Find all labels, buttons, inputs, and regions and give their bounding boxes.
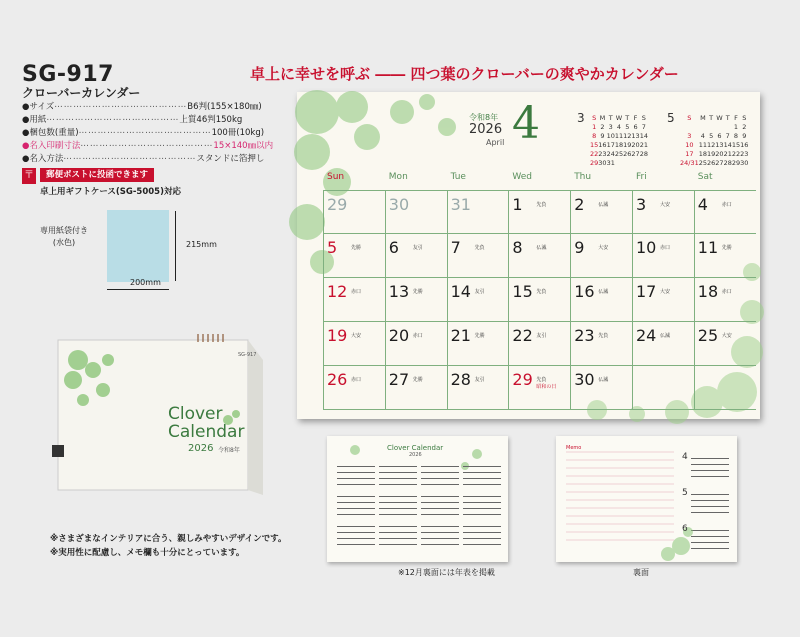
mini-day: 17: [685, 150, 694, 158]
day-cell: [447, 234, 509, 278]
spec-row: [22, 139, 274, 151]
mini-day: 25: [614, 150, 624, 158]
bag-label-line1: 専用紙袋付き: [40, 226, 88, 235]
note-1: ※さまざまなインテリアに合う、親しみやすいデザインです。: [50, 534, 287, 544]
day-cell: [508, 322, 570, 366]
day-number: 13: [388, 282, 410, 301]
day-number: 29: [327, 195, 348, 214]
spec-value: B6判(155×180㎜): [187, 102, 262, 112]
bag-label-line2: (水色): [52, 238, 76, 247]
mini-weekday: S: [641, 114, 646, 122]
desk-era: 令和8年: [218, 447, 240, 454]
day-number: 25: [697, 326, 719, 345]
day-cell: [508, 278, 570, 322]
day-cell: [447, 190, 509, 234]
rokuyo-label: 赤口: [660, 245, 671, 251]
rokuyo-label: 大安: [660, 289, 671, 295]
day-cell: [447, 322, 509, 366]
rokuyo-label: 大安: [598, 245, 609, 251]
mini-day: 20: [631, 141, 640, 149]
thumb-year: 2026: [409, 452, 422, 458]
spec-leader: ……………………………………: [80, 139, 214, 149]
day-number: 26: [327, 370, 348, 389]
rokuyo-label: 先負: [536, 202, 547, 208]
calendar-era: 令和8年: [469, 113, 499, 122]
mini-next-month: 5: [667, 111, 675, 125]
day-number: 14: [450, 282, 471, 301]
spec-leader: ……………………………………: [46, 113, 180, 123]
mini-day: 15: [590, 141, 599, 149]
mini-day: 12: [623, 132, 632, 140]
day-cell: [508, 234, 570, 278]
rokuyo-label: 友引: [474, 377, 485, 383]
day-cell: [570, 322, 632, 366]
back-page-thumbnail: [556, 436, 737, 562]
mini-day: [640, 159, 648, 168]
mini-day: [631, 159, 639, 168]
spec-key: ●名入方法: [22, 154, 64, 164]
day-cell: [323, 366, 385, 410]
mini-day: [707, 123, 715, 132]
spec-value: 上質46判150kg: [179, 115, 243, 125]
rokuyo-label: 先勝: [412, 289, 423, 295]
day-number: 30: [574, 370, 595, 389]
rokuyo-label: 大安: [351, 333, 362, 339]
mini-weekday: S: [592, 114, 597, 122]
main-calendar-page: [297, 92, 760, 419]
mini-weekday: T: [709, 114, 714, 122]
mini-day: 6: [633, 123, 638, 131]
day-cell: [447, 366, 509, 410]
mini-day: 6: [717, 132, 722, 140]
calendar-month-number: 4: [512, 98, 540, 149]
thumb-year-grid: [327, 436, 508, 562]
day-number: 2: [574, 195, 585, 214]
mini-day: [623, 159, 631, 168]
desk-code: SG-917: [238, 352, 257, 358]
day-number: 8: [512, 238, 523, 257]
mini-day: 8: [592, 132, 597, 140]
desk-calendar-photo: [48, 330, 268, 500]
mini-day: 21: [723, 150, 732, 158]
mini-day: 28: [723, 159, 732, 167]
mini-day: 11: [614, 132, 624, 140]
bag-width: 200mm: [130, 278, 161, 287]
mini-day: 5: [625, 123, 630, 131]
desk-title: [168, 405, 244, 441]
mini-day: 19: [707, 150, 716, 158]
mini-day: 10: [685, 141, 694, 149]
day-number: 21: [450, 326, 471, 345]
rokuyo-label: 友引: [474, 289, 485, 295]
rokuyo-label: 先勝: [351, 245, 362, 251]
spec-key: ●名入印刷寸法: [22, 141, 81, 151]
day-cell: [632, 322, 694, 366]
day-number: 15: [512, 282, 533, 301]
height-arrow: [175, 211, 176, 281]
rokuyo-label: 大安: [721, 333, 732, 339]
spec-row: [22, 152, 265, 164]
mini-day: 16: [598, 141, 607, 149]
spec-row: [22, 100, 262, 112]
day-number: 12: [327, 282, 348, 301]
weekday-header: Sat: [697, 172, 713, 182]
day-number: 30: [388, 195, 410, 214]
day-cell: [323, 234, 385, 278]
mini-day: 5: [709, 132, 714, 140]
spec-value: 100冊(10kg): [211, 128, 265, 138]
mini-day: [699, 123, 707, 132]
mini-day: 24: [606, 150, 615, 158]
mini-day: 27: [715, 159, 724, 167]
spec-key: ●サイズ: [22, 102, 55, 112]
calendar-year: 2026: [469, 122, 503, 137]
calendar-month-name: April: [486, 138, 505, 147]
spec-value: スタンドに箔押し: [196, 154, 265, 164]
mini-day: 31: [606, 159, 615, 167]
day-cell: [385, 234, 447, 278]
mini-weekday: M: [599, 114, 606, 122]
day-number: 17: [636, 282, 657, 301]
rokuyo-label: 赤口: [412, 333, 423, 339]
mini-day: [680, 123, 699, 132]
mini-day: 26: [623, 150, 632, 158]
weekday-header: Tue: [450, 172, 466, 182]
day-cell: [694, 278, 756, 322]
post-icon: 〒: [22, 168, 36, 184]
mini-day: 22: [731, 150, 741, 158]
rokuyo-label: 赤口: [351, 289, 362, 295]
bag-height: 215mm: [186, 240, 217, 249]
product-name: クローバーカレンダー: [22, 86, 141, 100]
mini-day: 26: [707, 159, 716, 167]
mini-day: 29: [590, 159, 599, 167]
thumb-title: Clover Calendar: [387, 444, 444, 452]
mini-weekday: T: [725, 114, 730, 122]
day-number: 7: [450, 238, 461, 257]
day-number: 6: [388, 238, 399, 257]
mini-day: 7: [725, 132, 730, 140]
day-cell: [694, 366, 756, 410]
rokuyo-label: 仏滅: [598, 289, 609, 295]
mini-day: 18: [614, 141, 624, 149]
memo-label: Memo: [566, 445, 582, 451]
mini-weekday: W: [615, 114, 623, 122]
weekday-header: Mon: [388, 172, 408, 182]
day-number: 24: [636, 326, 657, 345]
mini-day: 23: [598, 150, 607, 158]
mini-day: 4: [616, 123, 622, 131]
mini-day: 13: [715, 141, 724, 149]
spec-leader: ……………………………………: [63, 152, 197, 162]
day-cell: [508, 190, 570, 234]
day-cell: [570, 366, 632, 410]
mini-day: 7: [641, 123, 646, 131]
desk-title-line1: Clover: [168, 404, 223, 424]
rokuyo-label: 仏滅: [598, 202, 609, 208]
spec-value: 15×140㎜以内: [213, 141, 274, 151]
mini-day: 23: [740, 150, 749, 158]
mini-day: 1: [592, 123, 597, 131]
day-number: 31: [450, 195, 471, 214]
mini-weekday: S: [742, 114, 747, 122]
mini-day: 12: [707, 141, 716, 149]
year-calendar-thumbnail: [327, 436, 508, 562]
day-cell: [570, 190, 632, 234]
mini-weekday: T: [625, 114, 630, 122]
product-code: SG-917: [22, 62, 114, 87]
mini-weekday: S: [687, 114, 692, 122]
width-arrow: [107, 289, 169, 290]
rokuyo-label: 先負: [474, 245, 485, 251]
day-cell: [385, 278, 447, 322]
rokuyo-label: 仏滅: [660, 333, 671, 339]
rokuyo-label: 友引: [536, 333, 547, 339]
spec-key: ●用紙: [22, 115, 47, 125]
mini-day: 30: [598, 159, 607, 167]
spec-row: [22, 126, 265, 138]
mini-weekday: F: [633, 114, 638, 122]
day-cell: [570, 234, 632, 278]
mini-day: 3: [608, 123, 613, 131]
day-cell: [508, 366, 570, 410]
rokuyo-label: 仏滅: [536, 245, 547, 251]
mini-day: 21: [639, 141, 648, 149]
mini-day: 19: [623, 141, 632, 149]
mini-day: 11: [698, 141, 708, 149]
mini-day: 14: [723, 141, 732, 149]
day-cell: [385, 190, 447, 234]
day-number: 22: [512, 326, 533, 345]
weekday-header: Wed: [512, 172, 533, 182]
day-number: 4: [697, 195, 708, 214]
mini-day: 3: [687, 132, 692, 140]
day-number: 20: [388, 326, 410, 345]
mini-day: 2: [600, 123, 605, 131]
gift-case-note: 卓上用ギフトケース(SG-5005)対応: [40, 187, 181, 197]
rokuyo-label: 先負: [536, 289, 547, 295]
weekday-header: Fri: [636, 172, 647, 182]
mini-day: 16: [740, 141, 749, 149]
rokuyo-label: 大安: [660, 202, 671, 208]
day-number: 1: [512, 195, 523, 214]
mini-day: 20: [715, 150, 724, 158]
mini-day: 25: [698, 159, 708, 167]
mini-day: [724, 123, 732, 132]
rokuyo-label: 先負: [598, 333, 609, 339]
mini-day: 14: [639, 132, 648, 140]
memo-lines: [556, 436, 737, 562]
spec-leader: ……………………………………: [78, 126, 212, 136]
holiday-label: 昭和の日: [536, 384, 557, 390]
day-number: 9: [574, 238, 585, 257]
day-number: 29: [512, 370, 533, 389]
day-number: 11: [697, 238, 719, 257]
day-number: 5: [327, 238, 338, 257]
mini-weekday: T: [608, 114, 613, 122]
mini-day: 9: [600, 132, 605, 140]
back-caption: 裏面: [633, 568, 649, 577]
day-cell: [694, 322, 756, 366]
back-month-5: 5: [682, 488, 688, 498]
day-cell: [323, 278, 385, 322]
headline: 卓上に幸せを呼ぶ ―― 四つ葉のクローバーの爽やかカレンダー: [250, 65, 679, 83]
mini-day: 17: [606, 141, 615, 149]
day-cell: [323, 322, 385, 366]
rokuyo-label: 先負: [536, 377, 547, 383]
rokuyo-label: 先勝: [412, 377, 423, 383]
day-number: 18: [697, 282, 719, 301]
day-cell: [694, 234, 756, 278]
rokuyo-label: 仏滅: [598, 377, 609, 383]
back-month-4: 4: [682, 452, 688, 462]
mini-day: 13: [631, 132, 640, 140]
day-cell: [632, 366, 694, 410]
spec-row: [22, 113, 243, 125]
mini-prev-month: 3: [577, 111, 585, 125]
day-number: 27: [388, 370, 410, 389]
rokuyo-label: 友引: [412, 245, 423, 251]
weekday-header: Sun: [327, 172, 345, 182]
day-cell: [385, 366, 447, 410]
rokuyo-label: 先勝: [721, 245, 732, 251]
rokuyo-label: 赤口: [351, 377, 362, 383]
day-number: 3: [636, 195, 647, 214]
day-number: 10: [636, 238, 657, 257]
mini-day: 22: [590, 150, 599, 158]
day-number: 16: [574, 282, 595, 301]
day-number: 28: [450, 370, 471, 389]
mini-day: 15: [731, 141, 741, 149]
mini-day: 24/31: [680, 159, 699, 167]
mini-day: 1: [733, 123, 739, 131]
mini-day: 18: [698, 150, 708, 158]
day-number: 19: [327, 326, 348, 345]
back-month-6: 6: [682, 524, 688, 534]
mini-day: 27: [631, 150, 640, 158]
mini-next-table: [680, 114, 748, 168]
mini-weekday: M: [700, 114, 706, 122]
day-cell: [632, 190, 694, 234]
mini-day: 30: [740, 159, 749, 167]
post-label: 郵便ポストに投函できます: [40, 168, 154, 182]
desk-title-line2: Calendar: [168, 422, 245, 442]
mini-day: [615, 159, 623, 168]
mini-day: 10: [606, 132, 615, 140]
weekday-header: Thu: [574, 172, 592, 182]
day-cell: [632, 234, 694, 278]
mini-weekday: F: [734, 114, 738, 122]
day-number: 23: [574, 326, 595, 345]
mini-day: 9: [742, 132, 747, 140]
rokuyo-label: 先勝: [474, 333, 485, 339]
mini-day: 8: [733, 132, 739, 140]
rokuyo-label: 赤口: [721, 289, 732, 295]
thumb-year-caption: ※12月裏面には年表を掲載: [398, 568, 495, 577]
desk-year: 2026: [188, 443, 214, 454]
mini-day: 29: [731, 159, 741, 167]
day-cell: [447, 278, 509, 322]
day-cell: [385, 322, 447, 366]
mini-day: 4: [700, 132, 705, 140]
day-cell: [570, 278, 632, 322]
bag-label: [40, 225, 88, 249]
day-cell: [323, 190, 385, 234]
day-cell: [632, 278, 694, 322]
mini-prev-table: [590, 114, 648, 168]
note-2: ※実用性に配慮し、メモ欄も十分にとっています。: [50, 548, 245, 558]
rokuyo-label: 赤口: [721, 202, 732, 208]
day-cell: [694, 190, 756, 234]
spec-leader: ……………………………………: [54, 100, 188, 110]
mini-weekday: W: [716, 114, 723, 122]
paper-bag-swatch: [107, 210, 169, 282]
mini-day: 2: [742, 123, 747, 131]
mini-day: [715, 123, 723, 132]
mini-day: 28: [639, 150, 648, 158]
spec-key: ●梱包数(重量): [22, 128, 79, 138]
